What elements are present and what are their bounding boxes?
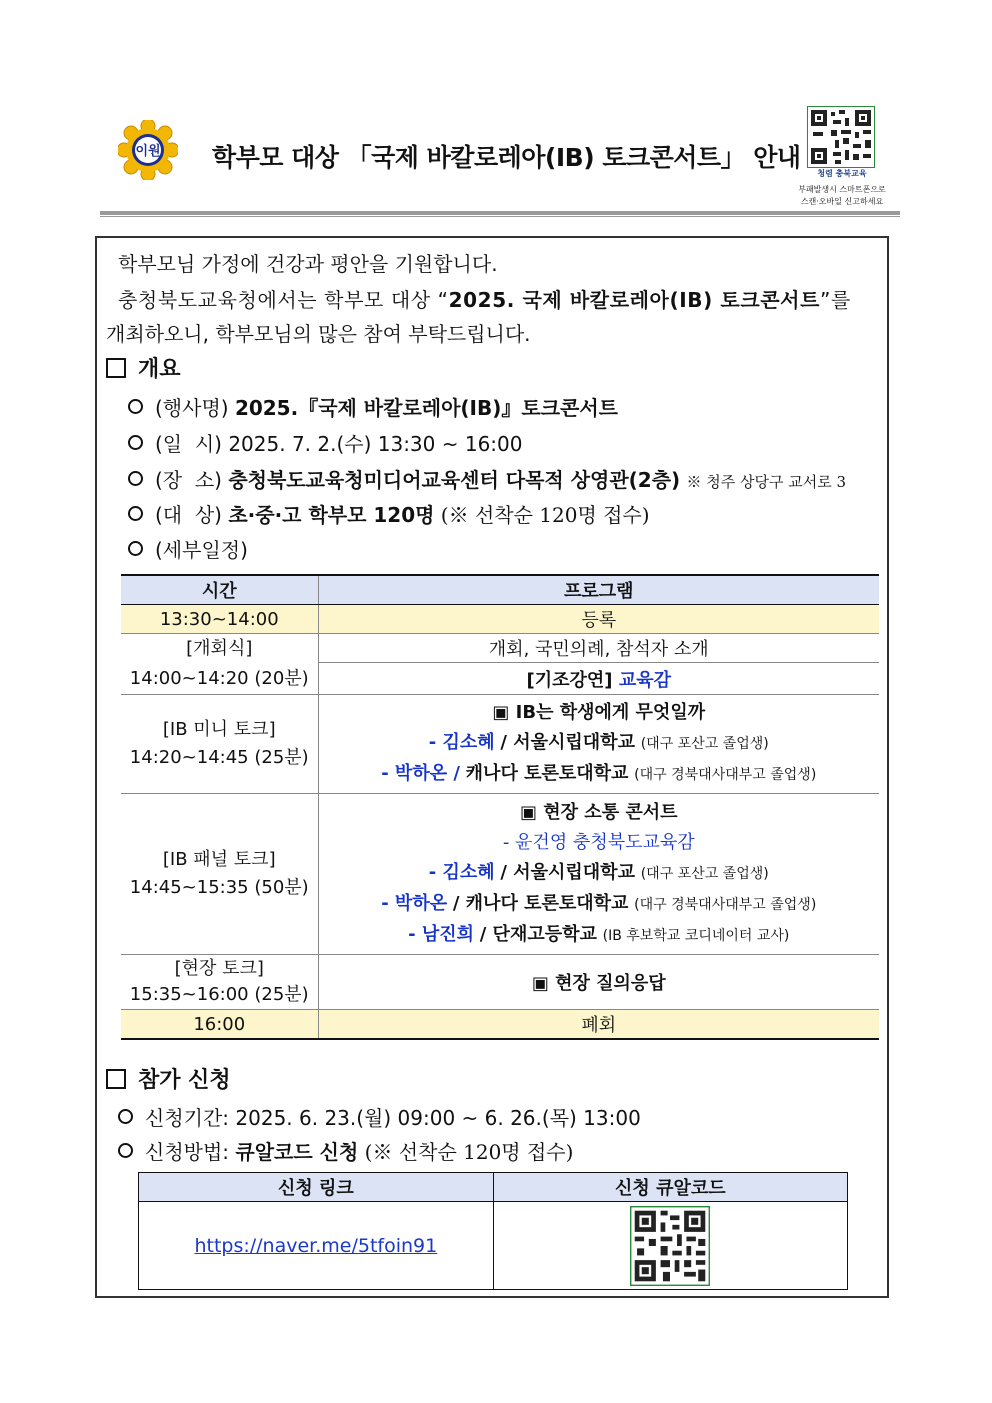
checkbox-square-icon: [106, 358, 126, 378]
page-title: 학부모 대상 「국제 바칼로레아(IB) 토크콘서트」 안내: [212, 143, 801, 172]
bullet-circle-icon: [118, 1143, 133, 1158]
section-apply: 참가 신청: [106, 1063, 231, 1094]
report-notice: [782, 184, 902, 208]
table-row: [IB 미니 토크] 14:20~14:45 (25분) ▣ IB는 학생에게 무엇일까 - 김소혜 / 서울시립대학교 (대구 포산고 졸업생) - 박하온 / 캐나다 토론토대학교 (대구 경북대사대부고 졸업생): [121, 695, 879, 794]
table-row: [개회식] 14:00~14:20 (20분) 개회, 국민의례, 참석자 소개: [121, 634, 879, 663]
bullet-circle-icon: [128, 541, 143, 556]
col-time-header: 시간: [121, 575, 318, 605]
overview-item-schedule: (세부일정): [128, 534, 248, 563]
header: [100, 100, 900, 215]
apply-method: 신청방법: 큐알코드 신청 (※ 선착순 120명 접수): [118, 1136, 573, 1165]
apply-table: [138, 1172, 848, 1290]
school-logo-icon: [118, 120, 178, 180]
table-row: [IB 패널 토크] 14:45~15:35 (50분) ▣ 현장 소통 콘서트 - 윤건영 충청북도교육감 - 김소혜 / 서울시립대학교 (대구 포산고 졸업생) - 박하온 / 캐나다 토론토대학교 (대구 경북대사대부고 졸업생) - 남진희 / 단재고등학교 (IB 후보학교 코디네이터 교사): [121, 794, 879, 955]
col-program-header: 프로그램: [318, 575, 879, 605]
apply-row: [139, 1202, 848, 1290]
report-line-1: 부패발생시 스마트폰으로: [798, 185, 886, 194]
apply-link[interactable]: https://naver.me/5tfoin91: [194, 1234, 438, 1257]
checkbox-square-icon: [106, 1069, 126, 1089]
bullet-circle-icon: [118, 1109, 133, 1124]
bullet-circle-icon: [128, 435, 143, 450]
overview-item-event: (행사명) 2025.『국제 바칼로레아(IB)』토크콘서트: [128, 392, 618, 421]
intro-line-2: 충청북도교육청에서는 학부모 대상 “2025. 국제 바칼로레아(IB) 토크콘서트”를: [118, 288, 851, 312]
table-row: 13:30~14:00 등록: [121, 605, 879, 634]
brand-text: 청렴 충북교육: [817, 169, 867, 178]
intro-line-3: 개최하오니, 학부모님의 많은 참여 부탁드립니다.: [106, 322, 531, 346]
header-divider-thin: [100, 216, 900, 217]
logo-text: 이원: [135, 144, 161, 159]
apply-period: 신청기간: 2025. 6. 23.(월) 09:00 ~ 6. 26.(목) 13:00: [118, 1102, 641, 1131]
schedule-table: [121, 574, 879, 1040]
header-divider: [100, 211, 900, 215]
apply-qr-code-icon[interactable]: [630, 1206, 710, 1286]
schedule-header-row: [121, 575, 879, 605]
bullet-circle-icon: [128, 471, 143, 486]
table-row: [기조강연] 교육감: [121, 663, 879, 695]
table-row: [현장 토크] 15:35~16:00 (25분) ▣ 현장 질의응답: [121, 955, 879, 1010]
intro-line-1: 학부모님 가정에 건강과 평안을 기원합니다.: [118, 252, 498, 276]
bullet-circle-icon: [128, 506, 143, 521]
overview-item-date: (일 시) 2025. 7. 2.(수) 13:30 ~ 16:00: [128, 428, 523, 457]
table-row: 16:00 폐회: [121, 1010, 879, 1040]
col-link-header: 신청 링크: [139, 1173, 494, 1202]
col-qr-header: 신청 큐알코드: [493, 1173, 847, 1202]
overview-item-target: (대 상) 초·중·고 학부모 120명 (※ 선착순 120명 접수): [128, 499, 650, 528]
apply-header-row: [139, 1173, 848, 1202]
report-qr-code-icon[interactable]: [807, 106, 875, 168]
overview-item-venue: (장 소) 충청북도교육청미디어교육센터 다목적 상영관(2층) ※ 청주 상당구 교서로 3: [128, 464, 846, 493]
section-overview: 개요: [106, 352, 181, 383]
bullet-circle-icon: [128, 399, 143, 414]
report-line-2: 스캔·오바일 신고하세요: [800, 197, 884, 206]
